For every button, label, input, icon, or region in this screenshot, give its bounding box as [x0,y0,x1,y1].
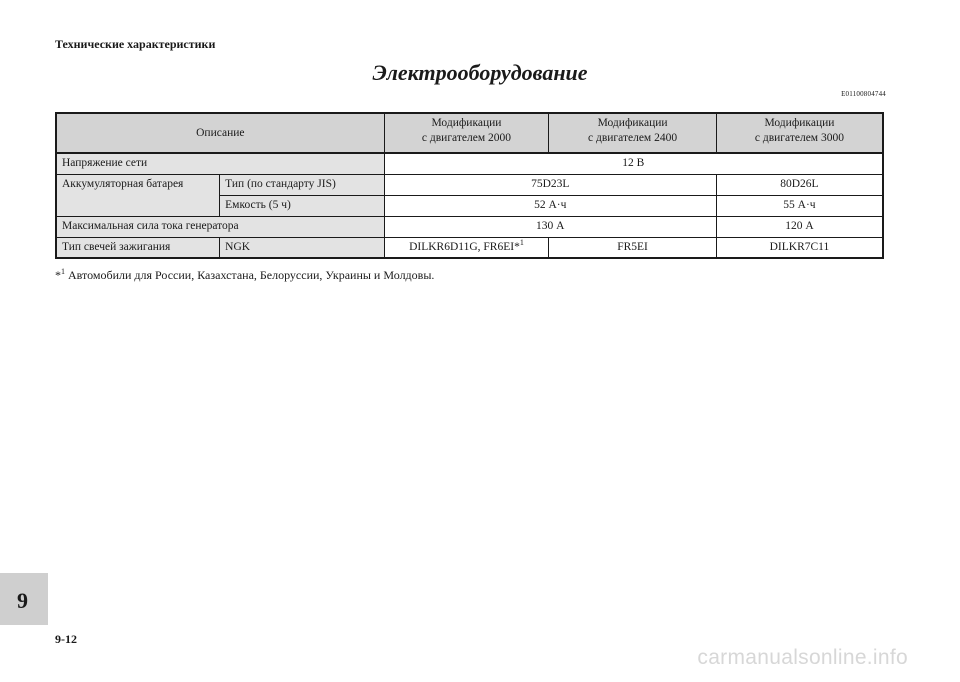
header-mod-2000 [384,113,549,153]
battery-capacity-label: Емкость (5 ч) [220,195,385,216]
footnote-number: 1 [61,267,65,276]
table-header-row [56,113,883,153]
battery-type-label: Тип (по стандарту JIS) [220,174,385,195]
header-description: Описание [56,113,384,153]
header-mod-2000-line2: с двигателем 2000 [421,132,511,144]
battery-label: Аккумуляторная батарея [56,174,220,216]
watermark: carmanualsonline.info [697,646,908,669]
header-mod-2400-line2: с двигателем 2400 [588,132,678,144]
spark-plugs-value-3: DILKR7C11 [716,237,883,258]
battery-type-value-2: 80D26L [716,174,883,195]
header-mod-3000-line1: Модификации [764,117,835,129]
table-row-voltage [56,153,883,174]
spark-plugs-value-2: FR5EI [549,237,717,258]
table-row-spark-plugs [56,237,883,258]
footnote-marker: * [55,268,61,282]
footnote [55,268,434,283]
footnote-text: Автомобили для России, Казахстана, Белоруссии, Украины и Молдовы. [65,268,435,282]
header-mod-3000 [716,113,883,153]
voltage-label: Напряжение сети [56,153,384,174]
spark-plugs-label: Тип свечей зажигания [56,237,220,258]
spark-plugs-brand: NGK [220,237,385,258]
voltage-value: 12 В [384,153,883,174]
alternator-value-1: 130 А [384,216,716,237]
section-title: Электрооборудование [372,60,588,85]
battery-type-value-1: 75D23L [384,174,716,195]
spark-plugs-value-1-text: DILKR6D11G, FR6EI* [409,240,520,253]
electrical-specs-table [55,112,884,259]
running-head: Технические характеристики [55,37,216,51]
header-mod-2400 [549,113,717,153]
table-row-battery-type [56,174,883,195]
chapter-number: 9 [17,588,28,613]
spark-plugs-footnote-ref: 1 [519,237,524,247]
alternator-label: Максимальная сила тока генератора [56,216,384,237]
battery-capacity-value-2: 55 А·ч [716,195,883,216]
header-mod-2000-line1: Модификации [431,117,502,129]
battery-capacity-value-1: 52 А·ч [384,195,716,216]
alternator-value-2: 120 А [716,216,883,237]
page-number: 9-12 [55,632,77,646]
document-code: E01100804744 [841,90,886,98]
spark-plugs-value-1 [384,237,549,258]
table-row-alternator [56,216,883,237]
header-mod-2400-line1: Модификации [597,117,668,129]
header-mod-3000-line2: с двигателем 3000 [754,132,844,144]
